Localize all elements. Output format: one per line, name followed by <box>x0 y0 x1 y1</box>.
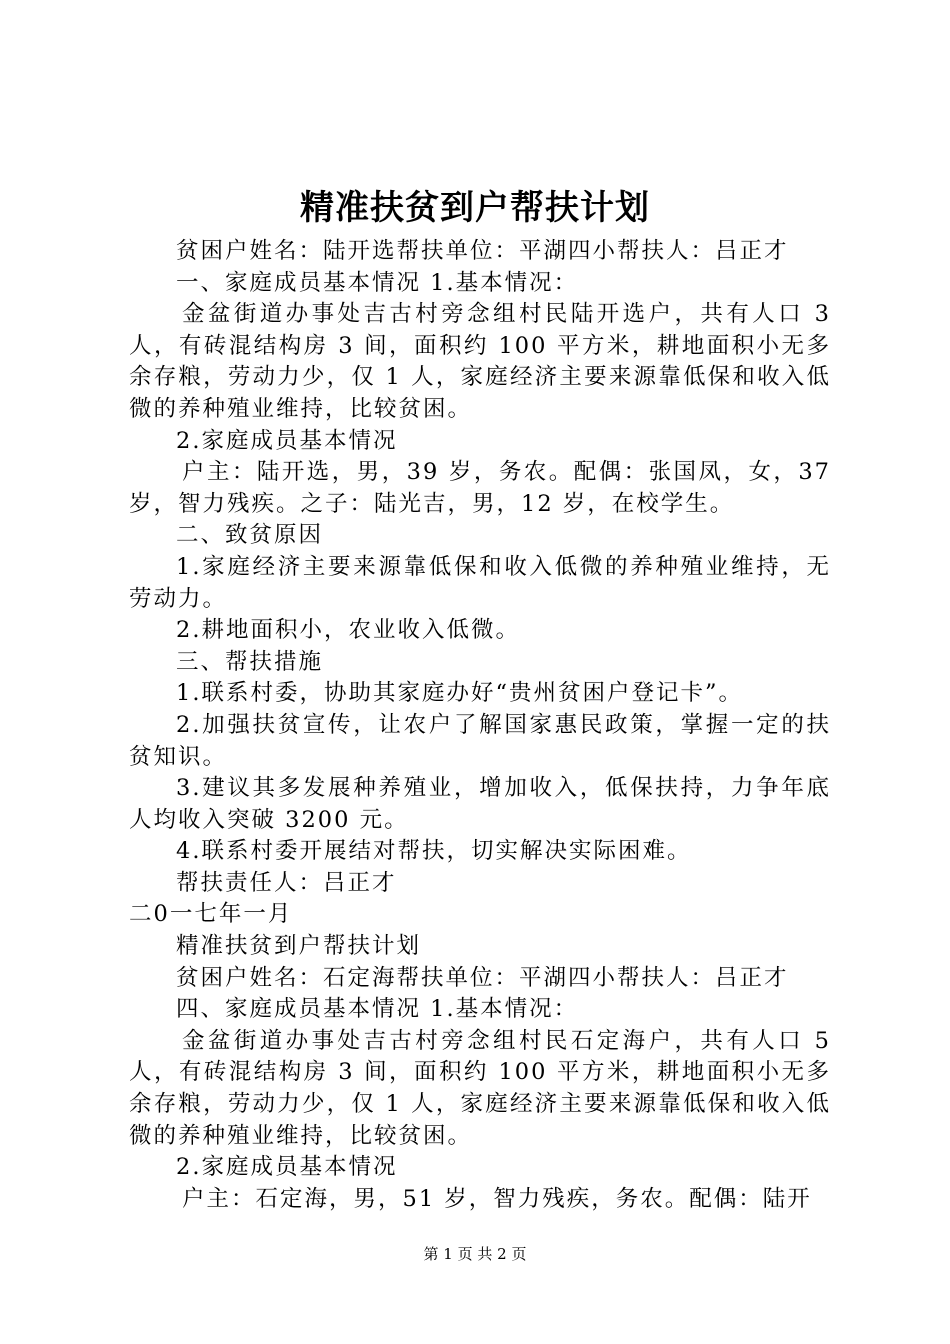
paragraph: 户主：石定海，男，51 岁，智力残疾，务农。配偶：陆开 <box>182 1185 812 1212</box>
paragraph: 金盆街道办事处吉古村旁念组村民石定海户，共有人口 5 人，有砖混结构房 3 间，面积约 100 平方米，耕地面积小无多余存粮，劳动力少，仅 1 人，家庭经济主要来源靠低保和收入低微的养种殖业维持，比较贫困。 <box>129 1027 831 1149</box>
paragraph: 1.联系村委，协助其家庭办好“贵州贫困户登记卡”。 <box>176 680 743 707</box>
paragraph: 贫困户姓名：陆开选帮扶单位：平湖四小帮扶人：吕正才 <box>176 238 789 264</box>
page-footer: 第 1 页 共 2 页 <box>423 1245 527 1263</box>
paragraph: 户主：陆开选，男，39 岁，务农。配偶：张国凤，女，37 岁，智力残疾。之子：陆光吉，男，12 岁，在校学生。 <box>129 459 831 517</box>
paragraph: 精准扶贫到户帮扶计划 <box>176 933 422 960</box>
paragraph: 贫困户姓名：石定海帮扶单位：平湖四小帮扶人：吕正才 <box>176 964 789 991</box>
paragraph: 2.耕地面积小，农业收入低微。 <box>176 617 520 644</box>
paragraph: 2.加强扶贫宣传，让农户了解国家惠民政策，掌握一定的扶贫知识。 <box>129 711 831 770</box>
paragraph: 2.家庭成员基本情况 <box>176 427 398 454</box>
document-title: 精准扶贫到户帮扶计划 <box>300 188 650 228</box>
paragraph: 四、家庭成员基本情况 1.基本情况： <box>176 996 579 1023</box>
paragraph: 三、帮扶措施 <box>176 648 324 675</box>
paragraph: 二、致贫原因 <box>176 522 324 549</box>
paragraph: 4.联系村委开展结对帮扶，切实解决实际困难。 <box>176 838 692 865</box>
paragraph: 3.建议其多发展种养殖业，增加收入，低保扶持，力争年底人均收入突破 3200 元。 <box>129 775 831 833</box>
paragraph: 1.家庭经济主要来源靠低保和收入低微的养种殖业维持，无劳动力。 <box>129 553 831 612</box>
paragraph: 帮扶责任人：吕正才 <box>176 869 397 896</box>
paragraph: 金盆街道办事处吉古村旁念组村民陆开选户，共有人口 3 人，有砖混结构房 3 间，面积约 100 平方米，耕地面积小无多余存粮，劳动力少，仅 1 人，家庭经济主要来源靠低保和收入低微的养种殖业维持，比较贫困。 <box>129 301 831 422</box>
paragraph: 2.家庭成员基本情况 <box>176 1154 398 1181</box>
date-line: 二0一七年一月 <box>129 901 293 928</box>
document-body <box>129 236 831 1215</box>
paragraph: 一、家庭成员基本情况 1.基本情况： <box>176 269 579 296</box>
